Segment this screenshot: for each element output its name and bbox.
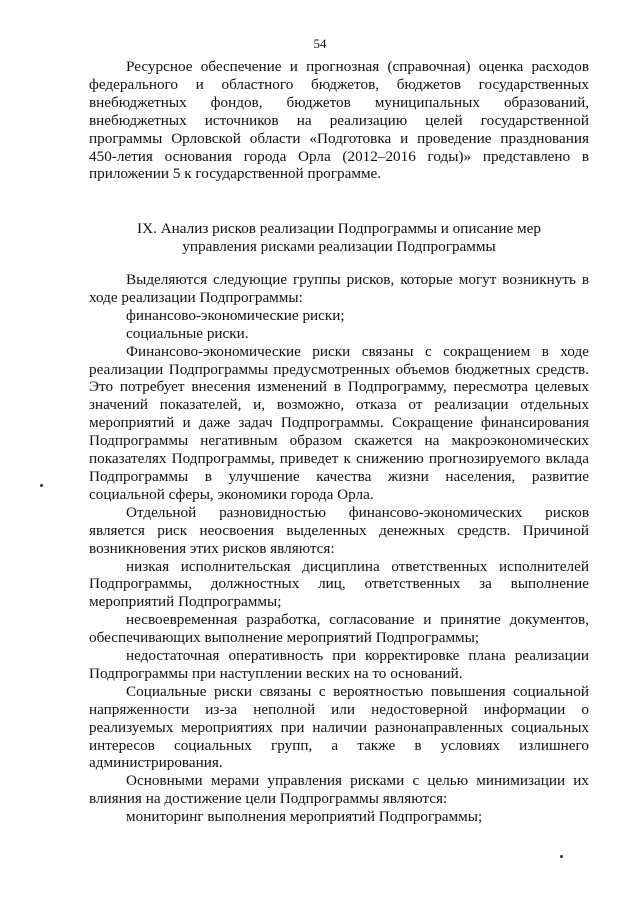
list-item-monitoring: мониторинг выполнения мероприятий Подпрограммы; bbox=[126, 808, 483, 826]
list-item-efficiency: недостаточная оперативность при корректировке плана реализации Подпрограммы при наступлении веских на то оснований. bbox=[89, 647, 589, 682]
list-item-social-risks: социальные риски. bbox=[126, 324, 249, 342]
resources-block bbox=[89, 58, 589, 183]
paragraph-social-risks: Социальные риски связаны с вероятностью повышения социальной напряженности из-за неполной или недостоверной информации о реализуемых мероприятиях при наличии разнонаправленных социальных интересов социальных групп, а также в условиях излишнего администрирования. bbox=[89, 682, 589, 772]
section-heading-line2: управления рисками реализации Подпрограммы bbox=[182, 238, 496, 255]
paragraph-resources: Ресурсное обеспечение и прогнозная (справочная) оценка расходов федерального и областного бюджетов, бюджетов государственных внебюджетных фондов, бюджетов муниципальных образований, внебюджетных источников на реализацию целей государственной программы Орловской области «Подготовка и проведение празднования 450-летия основания города Орла (2012–2016 годы)» представлено в приложении 5 к государственной программе. bbox=[89, 58, 589, 183]
section-heading-line1: IX. Анализ рисков реализации Подпрограммы и описание мер bbox=[137, 220, 541, 237]
section-heading bbox=[89, 220, 589, 256]
paragraph-fin-risks: Финансово-экономические риски связаны с сокращением в ходе реализации Подпрограммы предусмотренных объемов бюджетных средств. Это потребует внесения изменений в Подпрограмму, пересмотра целевых значений показателей, и, возможно, отказа от реализации отдельных мероприятий и даже задач Подпрограммы. Сокращение финансирования Подпрограммы негативным образом скажется на макроэкономических показателях Подпрограммы, приведет к снижению прогнозируемого вклада Подпрограммы в улучшение качества жизни населения, развитие социальной сферы, экономики города Орла. bbox=[89, 342, 589, 503]
list-item-fin-risks: финансово-экономические риски; bbox=[126, 306, 345, 324]
risks-block bbox=[89, 271, 589, 826]
scan-speck bbox=[560, 855, 563, 858]
paragraph-separate-kind: Отдельной разновидностью финансово-экономических рисков является риск неосвоения выделенных денежных средств. Причиной возникновения этих рисков являются: bbox=[89, 503, 589, 557]
list-item-discipline: низкая исполнительская дисциплина ответственных исполнителей Подпрограммы, должностных лиц, ответственных за выполнение мероприятий Подпрограммы; bbox=[89, 557, 589, 611]
scan-speck bbox=[40, 484, 43, 487]
list-item-untimely: несвоевременная разработка, согласование и принятие документов, обеспечивающих выполнение мероприятий Подпрограммы; bbox=[89, 611, 589, 647]
paragraph-groups-intro: Выделяются следующие группы рисков, которые могут возникнуть в ходе реализации Подпрограммы: bbox=[89, 271, 589, 306]
page-number: 54 bbox=[313, 36, 327, 51]
paragraph-measures: Основными мерами управления рисками с целью минимизации их влияния на достижение цели Подпрограммы являются: bbox=[89, 772, 589, 808]
